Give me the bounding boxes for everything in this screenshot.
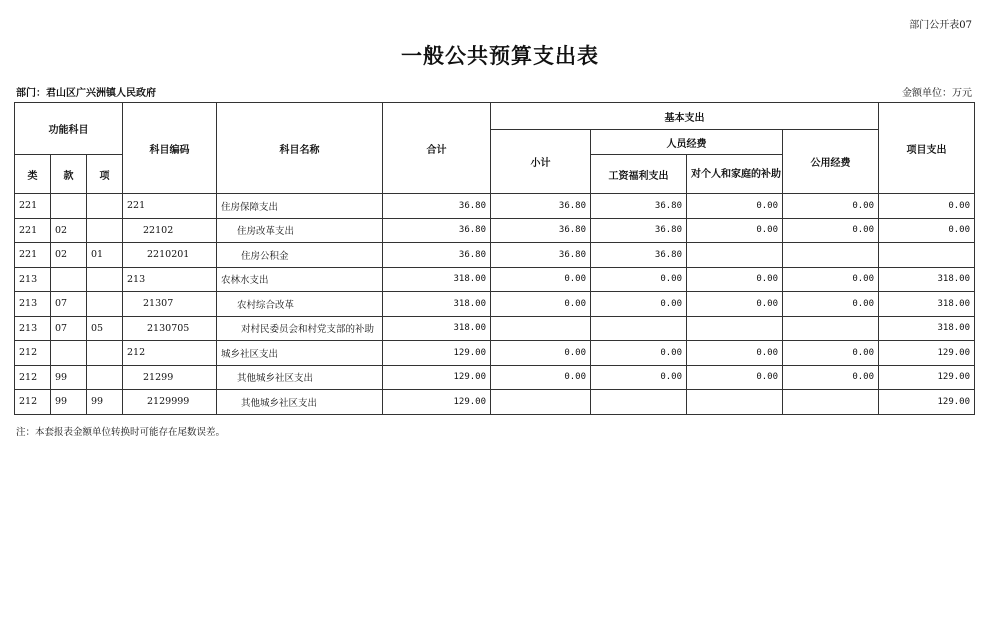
cell-name: 农村综合改革 — [217, 292, 383, 317]
cell-subtotal: 36.80 — [491, 218, 591, 243]
cell-subsidy: 0.00 — [687, 218, 783, 243]
cell-kuan — [51, 194, 87, 219]
cell-xiang — [87, 292, 123, 317]
table-row — [15, 194, 975, 219]
cell-salary: 0.00 — [591, 341, 687, 366]
cell-total: 36.80 — [383, 243, 491, 268]
cell-code: 212 — [123, 341, 217, 366]
header-kuan: 款 — [51, 155, 87, 194]
cell-salary — [591, 390, 687, 415]
cell-xiang — [87, 365, 123, 390]
table-row — [15, 341, 975, 366]
cell-public — [783, 243, 879, 268]
cell-subsidy: 0.00 — [687, 267, 783, 292]
department-label: 部门：君山区广兴洲镇人民政府 — [16, 88, 156, 99]
table-row — [15, 218, 975, 243]
cell-public: 0.00 — [783, 218, 879, 243]
cell-salary: 0.00 — [591, 267, 687, 292]
cell-project: 0.00 — [879, 218, 975, 243]
cell-total: 129.00 — [383, 341, 491, 366]
cell-lei: 212 — [15, 390, 51, 415]
cell-kuan: 07 — [51, 316, 87, 341]
cell-project: 129.00 — [879, 365, 975, 390]
page-title: 一般公共预算支出表 — [401, 43, 599, 68]
header-func-subject: 功能科目 — [15, 103, 123, 155]
cell-subtotal: 0.00 — [491, 341, 591, 366]
cell-lei: 212 — [15, 365, 51, 390]
cell-code: 2210201 — [123, 243, 217, 268]
cell-kuan: 99 — [51, 390, 87, 415]
footnote: 注：本套报表金额单位转换时可能存在尾数误差。 — [16, 427, 226, 438]
cell-subsidy — [687, 390, 783, 415]
header-subtotal: 小计 — [491, 130, 591, 194]
cell-subtotal: 0.00 — [491, 267, 591, 292]
cell-kuan: 99 — [51, 365, 87, 390]
cell-public: 0.00 — [783, 194, 879, 219]
cell-subtotal — [491, 316, 591, 341]
cell-subtotal: 36.80 — [491, 243, 591, 268]
cell-xiang: 01 — [87, 243, 123, 268]
cell-salary: 0.00 — [591, 292, 687, 317]
table-row — [15, 292, 975, 317]
cell-code: 21307 — [123, 292, 217, 317]
cell-subsidy: 0.00 — [687, 194, 783, 219]
cell-subsidy: 0.00 — [687, 292, 783, 317]
cell-code: 2129999 — [123, 390, 217, 415]
cell-salary: 36.80 — [591, 194, 687, 219]
header-personnel: 人员经费 — [591, 130, 783, 155]
cell-subsidy: 0.00 — [687, 365, 783, 390]
cell-public — [783, 316, 879, 341]
cell-xiang: 99 — [87, 390, 123, 415]
cell-xiang — [87, 341, 123, 366]
cell-subtotal: 0.00 — [491, 365, 591, 390]
header-project: 项目支出 — [879, 103, 975, 194]
cell-public: 0.00 — [783, 341, 879, 366]
cell-total: 129.00 — [383, 365, 491, 390]
cell-public: 0.00 — [783, 267, 879, 292]
cell-salary: 36.80 — [591, 218, 687, 243]
cell-code: 213 — [123, 267, 217, 292]
cell-kuan: 07 — [51, 292, 87, 317]
cell-subsidy — [687, 243, 783, 268]
cell-name: 住房公积金 — [217, 243, 383, 268]
cell-kuan — [51, 267, 87, 292]
cell-name: 其他城乡社区支出 — [217, 390, 383, 415]
cell-salary: 0.00 — [591, 365, 687, 390]
header-salary: 工资福利支出 — [591, 155, 687, 194]
cell-lei: 221 — [15, 243, 51, 268]
form-number: 部门公开表07 — [909, 20, 972, 31]
cell-kuan — [51, 341, 87, 366]
cell-subsidy: 0.00 — [687, 341, 783, 366]
cell-public: 0.00 — [783, 365, 879, 390]
header-total: 合计 — [383, 103, 491, 194]
cell-lei: 213 — [15, 267, 51, 292]
cell-project: 318.00 — [879, 316, 975, 341]
cell-lei: 213 — [15, 316, 51, 341]
cell-lei: 212 — [15, 341, 51, 366]
cell-subsidy — [687, 316, 783, 341]
cell-salary — [591, 316, 687, 341]
table-row — [15, 390, 975, 415]
cell-salary: 36.80 — [591, 243, 687, 268]
cell-total: 318.00 — [383, 292, 491, 317]
cell-public: 0.00 — [783, 292, 879, 317]
cell-code: 21299 — [123, 365, 217, 390]
cell-project: 0.00 — [879, 194, 975, 219]
cell-kuan: 02 — [51, 218, 87, 243]
cell-total: 129.00 — [383, 390, 491, 415]
cell-public — [783, 390, 879, 415]
header-name: 科目名称 — [217, 103, 383, 194]
cell-total: 36.80 — [383, 218, 491, 243]
cell-project: 129.00 — [879, 390, 975, 415]
budget-table — [14, 102, 975, 415]
cell-kuan: 02 — [51, 243, 87, 268]
cell-code: 221 — [123, 194, 217, 219]
header-xiang: 项 — [87, 155, 123, 194]
header-subsidy: 对个人和家庭的补助 — [687, 155, 783, 194]
table-header — [15, 103, 975, 194]
cell-lei: 221 — [15, 218, 51, 243]
cell-xiang: 05 — [87, 316, 123, 341]
cell-subtotal: 36.80 — [491, 194, 591, 219]
cell-project — [879, 243, 975, 268]
header-lei: 类 — [15, 155, 51, 194]
cell-name: 住房改革支出 — [217, 218, 383, 243]
cell-lei: 221 — [15, 194, 51, 219]
cell-project: 318.00 — [879, 267, 975, 292]
amount-unit-label: 金额单位：万元 — [902, 88, 972, 99]
table-body — [15, 194, 975, 415]
cell-name: 城乡社区支出 — [217, 341, 383, 366]
cell-total: 318.00 — [383, 316, 491, 341]
table-row — [15, 243, 975, 268]
cell-name: 其他城乡社区支出 — [217, 365, 383, 390]
cell-total: 318.00 — [383, 267, 491, 292]
cell-xiang — [87, 267, 123, 292]
table-row — [15, 267, 975, 292]
cell-name: 住房保障支出 — [217, 194, 383, 219]
header-basic: 基本支出 — [491, 103, 879, 130]
cell-name: 农林水支出 — [217, 267, 383, 292]
table-row — [15, 316, 975, 341]
cell-project: 318.00 — [879, 292, 975, 317]
cell-name: 对村民委员会和村党支部的补助 — [217, 316, 383, 341]
cell-lei: 213 — [15, 292, 51, 317]
header-public: 公用经费 — [783, 130, 879, 194]
cell-code: 2130705 — [123, 316, 217, 341]
cell-subtotal — [491, 390, 591, 415]
cell-code: 22102 — [123, 218, 217, 243]
table-row — [15, 365, 975, 390]
header-code: 科目编码 — [123, 103, 217, 194]
cell-subtotal: 0.00 — [491, 292, 591, 317]
cell-project: 129.00 — [879, 341, 975, 366]
cell-total: 36.80 — [383, 194, 491, 219]
cell-xiang — [87, 194, 123, 219]
cell-xiang — [87, 218, 123, 243]
